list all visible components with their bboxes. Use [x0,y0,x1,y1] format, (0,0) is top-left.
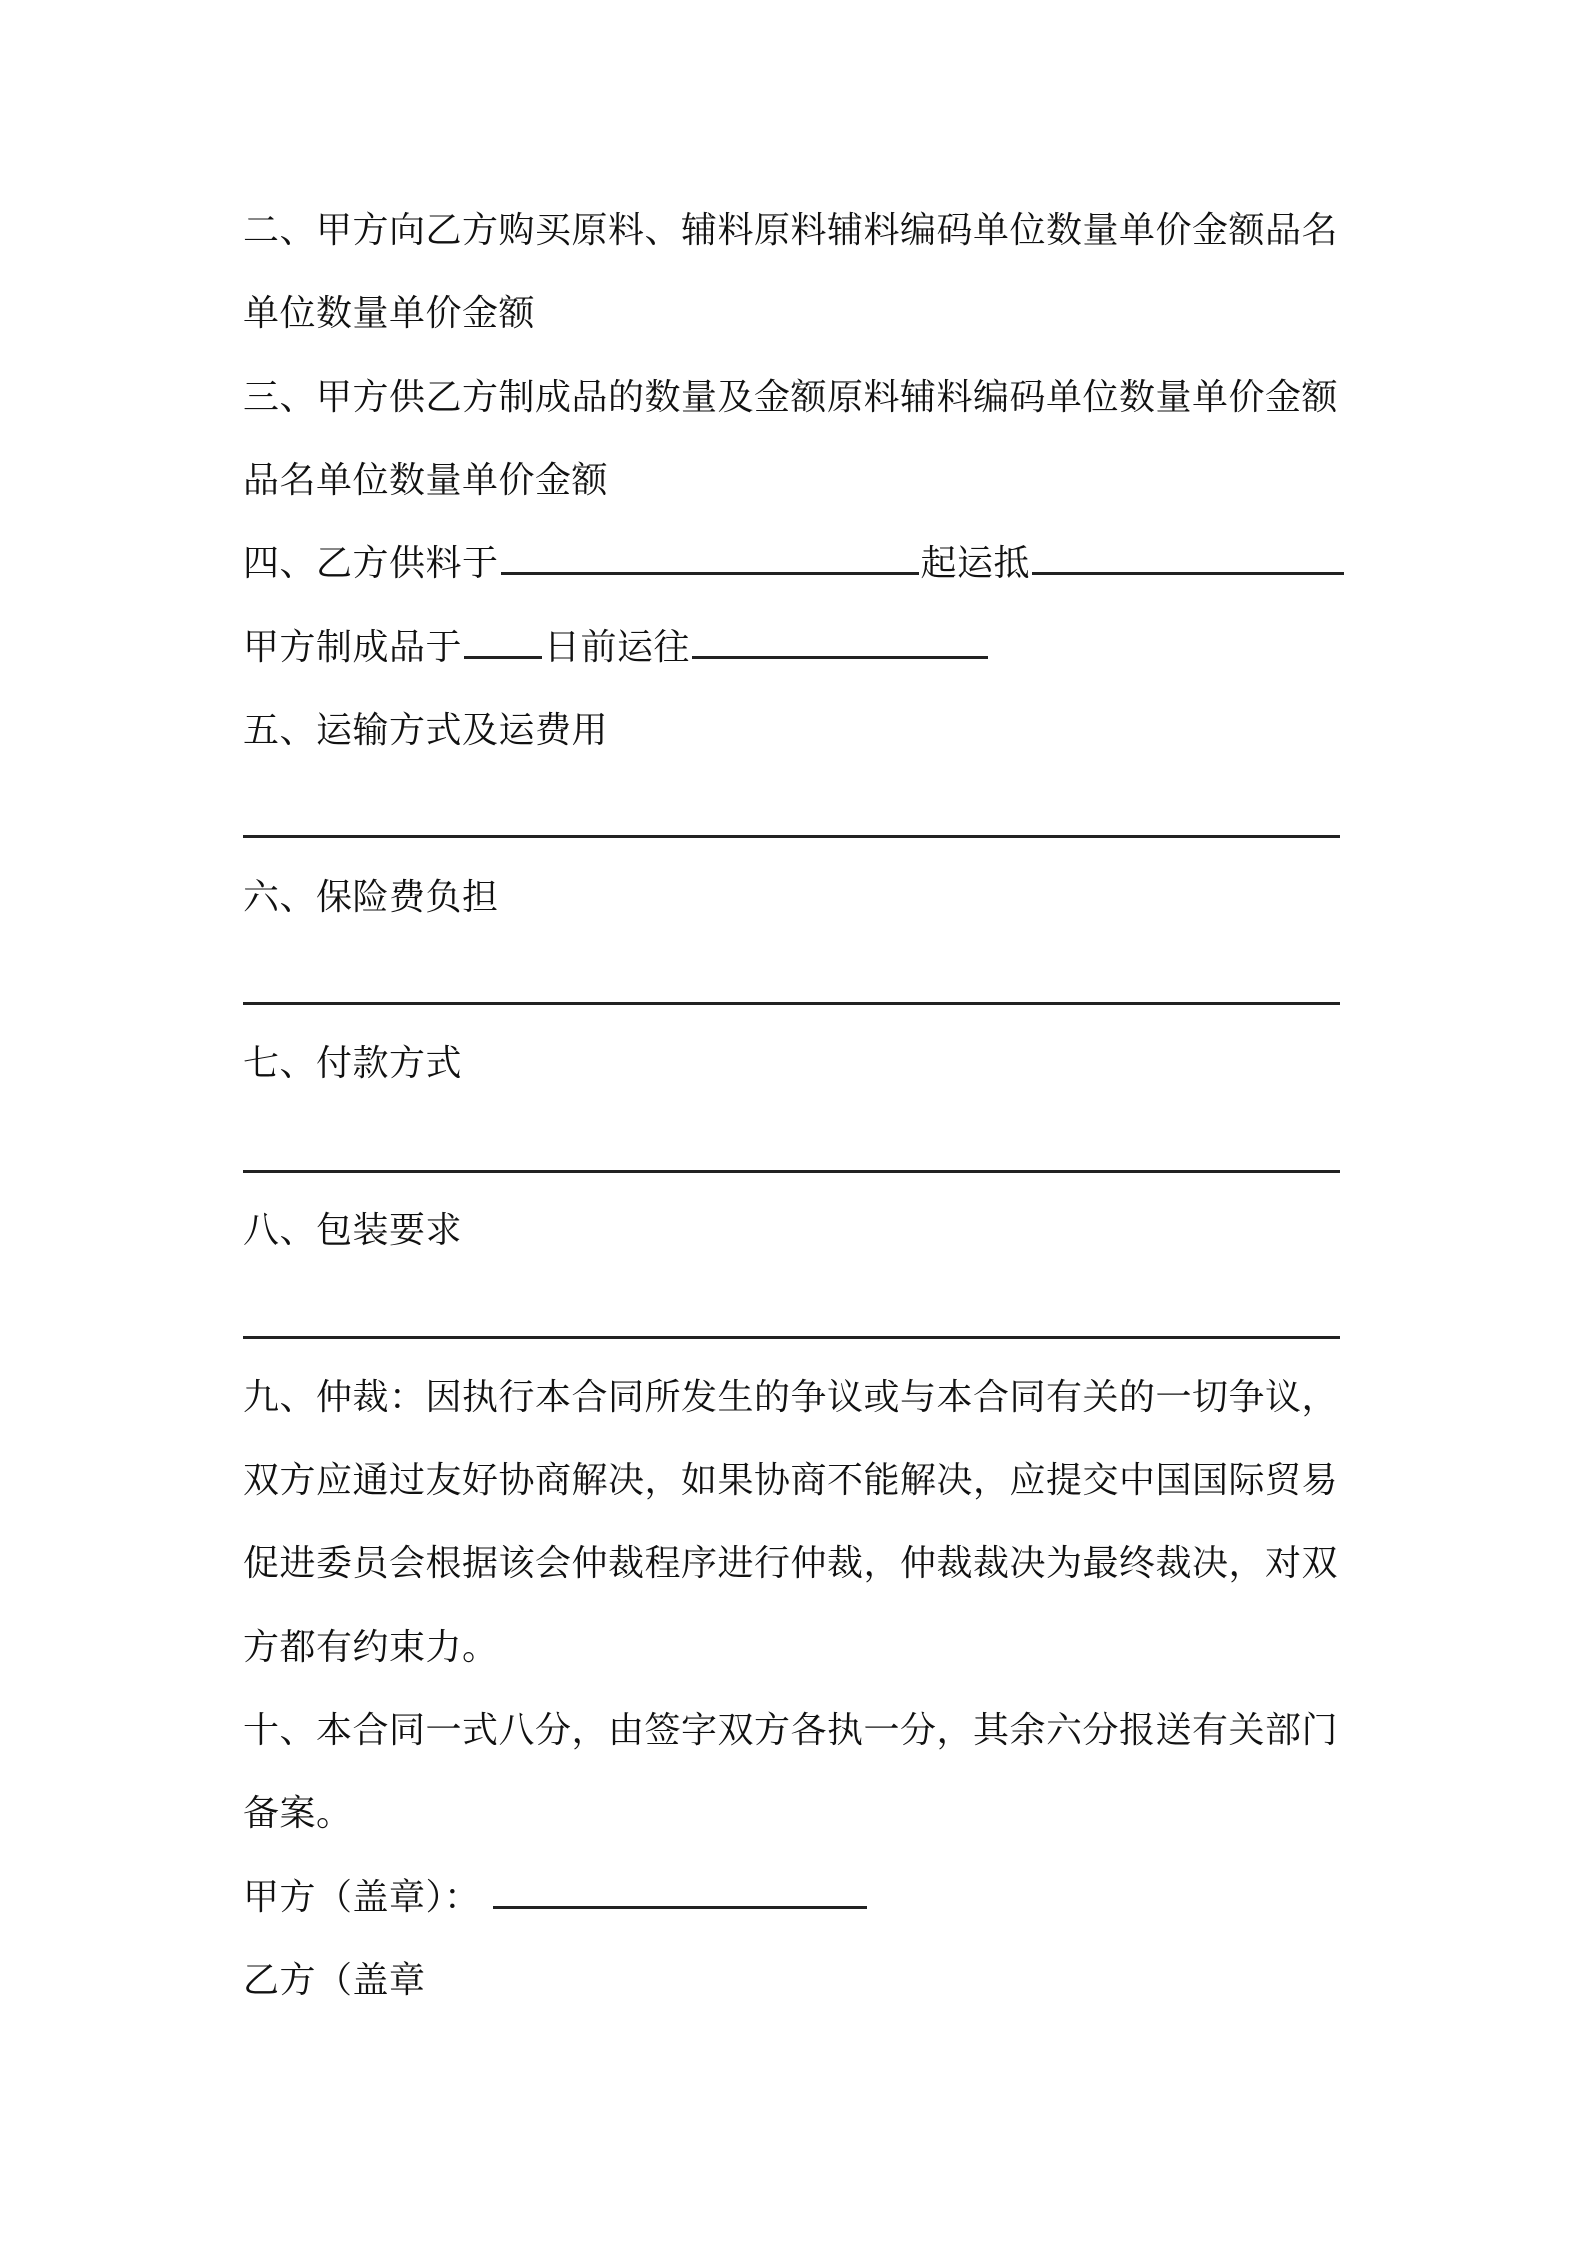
clause-5-fill-line[interactable] [243,835,1340,838]
clause-6-heading: 六、保险费负担 [243,877,499,918]
clause-9-line-4: 方都有约束力。 [243,1627,499,1668]
clause-6-fill-line[interactable] [243,1002,1340,1005]
clause-10-line-1: 十、本合同一式八分，由签字双方各执一分，其余六分报送有关部门 [243,1710,1339,1751]
clause-5-heading: 五、运输方式及运费用 [243,710,609,751]
clause-3-line-1: 三、甲方供乙方制成品的数量及金额原料辅料编码单位数量单价金额 [243,377,1339,418]
party-a-signature-blank[interactable] [493,1876,867,1909]
clause-2-line-1: 二、甲方向乙方购买原料、辅料原料辅料编码单位数量单价金额品名 [243,210,1339,251]
clause-4b-prefix: 甲方制成品于 [243,627,463,668]
product-date-blank[interactable] [464,626,542,659]
product-destination-blank[interactable] [692,626,988,659]
clause-4-prefix: 四、乙方供料于 [243,543,499,584]
clause-7-fill-line[interactable] [243,1170,1340,1173]
party-b-label: 乙方（盖章 [243,1960,426,2001]
clause-4-line-2 [243,622,990,674]
clause-9-line-1: 九、仲裁：因执行本合同所发生的争议或与本合同有关的一切争议， [243,1377,1339,1418]
clause-8-fill-line[interactable] [243,1336,1340,1339]
supply-date-blank[interactable] [501,542,919,575]
clause-7-heading: 七、付款方式 [243,1043,463,1084]
clause-4b-middle: 日前运往 [544,627,691,668]
clause-9-line-2: 双方应通过友好协商解决，如果协商不能解决，应提交中国国际贸易 [243,1460,1339,1501]
party-a-label: 甲方（盖章）： [243,1877,481,1918]
clause-4-middle: 起运抵 [920,543,1031,584]
clause-2-line-2: 单位数量单价金额 [243,293,536,334]
clause-8-heading: 八、包装要求 [243,1210,463,1251]
clause-10-line-2: 备案。 [243,1793,353,1834]
party-a-signature-line [243,1872,869,1924]
clause-9-line-3: 促进委员会根据该会仲裁程序进行仲裁，仲裁裁决为最终裁决，对双 [243,1543,1339,1584]
supply-destination-blank[interactable] [1032,542,1344,575]
clause-3-line-2: 品名单位数量单价金额 [243,460,609,501]
clause-4-line-1 [243,538,1346,590]
